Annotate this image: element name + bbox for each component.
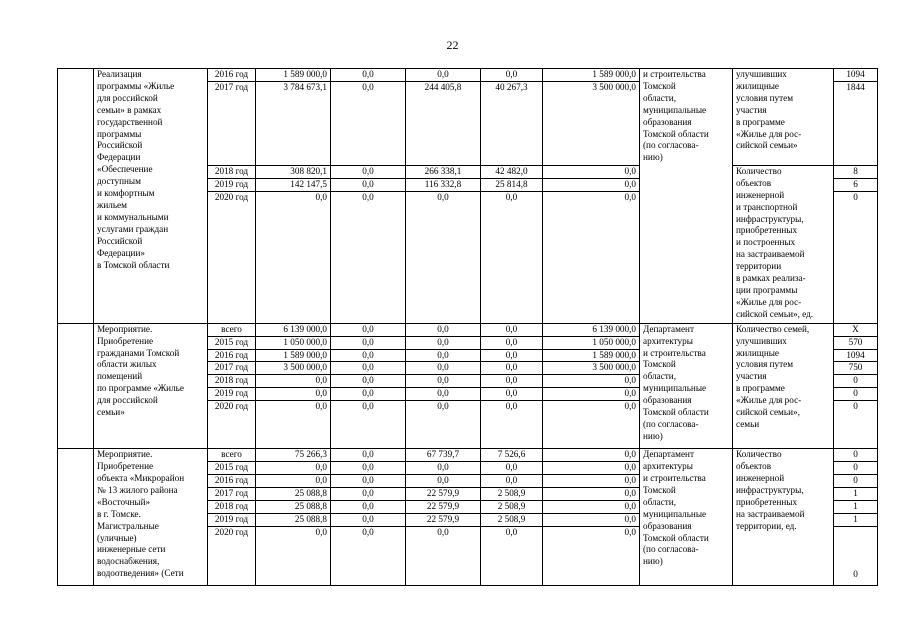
municipal-cell: 0,0 [481,474,543,487]
program-table [57,68,878,586]
indicator-cell: Количество семей, улучшивших жилищные условия путем участия в программе «Жилье для рос- сийской семьи», семьи [733,323,834,448]
extrabudget-cell: 0,0 [543,165,640,178]
municipal-cell: 25 814,8 [481,178,543,191]
extrabudget-cell: 0,0 [543,526,640,585]
municipal-cell: 0,0 [481,69,543,82]
municipal-cell: 40 267,3 [481,81,543,165]
count-cell: 1844 [834,81,878,165]
extrabudget-cell: 0,0 [543,462,640,475]
total-cell: 1 589 000,0 [256,349,331,362]
activity-name: Мероприятие. Приобретение гражданами Томской области жилых помещений по программе «Жилье для российской семьи» [94,323,208,448]
federal-cell: 0,0 [331,178,406,191]
municipal-cell: 0,0 [481,526,543,585]
extrabudget-cell: 0,0 [543,401,640,449]
number-cell [58,323,94,448]
year-cell: 2020 год [208,401,256,449]
year-cell: 2015 год [208,462,256,475]
total-cell: 0,0 [256,401,331,449]
executor-cell: Департамент архитектуры и строительства Томской области, муниципальные образования Томской области (по согласова- нию) [640,449,733,585]
extrabudget-cell: 0,0 [543,388,640,401]
year-cell: всего [208,449,256,462]
federal-cell: 0,0 [331,375,406,388]
regional-cell: 22 579,9 [406,487,481,500]
extrabudget-cell: 0,0 [543,449,640,462]
year-cell: 2018 год [208,165,256,178]
total-cell: 0,0 [256,526,331,585]
regional-cell: 0,0 [406,462,481,475]
municipal-cell: 2 508,9 [481,513,543,526]
regional-cell: 0,0 [406,388,481,401]
federal-cell: 0,0 [331,500,406,513]
extrabudget-cell: 0,0 [543,500,640,513]
regional-cell: 0,0 [406,69,481,82]
count-cell: 0 [834,191,878,323]
page-number: 22 [446,38,459,52]
total-cell: 6 139 000,0 [256,323,331,336]
extrabudget-cell: 6 139 000,0 [543,323,640,336]
year-cell: 2019 год [208,513,256,526]
extrabudget-cell: 0,0 [543,375,640,388]
count-cell: 6 [834,178,878,191]
year-cell: 2019 год [208,178,256,191]
regional-cell: 0,0 [406,336,481,349]
federal-cell: 0,0 [331,513,406,526]
year-cell: 2017 год [208,81,256,165]
year-cell: 2016 год [208,349,256,362]
extrabudget-cell: 0,0 [543,191,640,323]
federal-cell: 0,0 [331,191,406,323]
total-cell: 25 088,8 [256,513,331,526]
regional-cell: 116 332,8 [406,178,481,191]
regional-cell: 0,0 [406,375,481,388]
federal-cell: 0,0 [331,462,406,475]
regional-cell: 0,0 [406,526,481,585]
year-cell: 2018 год [208,500,256,513]
federal-cell: 0,0 [331,388,406,401]
year-cell: 2016 год [208,69,256,82]
extrabudget-cell: 0,0 [543,474,640,487]
executor-cell: Департамент архитектуры и строительства Томской области, муниципальные образования Томской области (по согласова- нию) [640,323,733,448]
total-cell: 3 784 673,1 [256,81,331,165]
federal-cell: 0,0 [331,349,406,362]
municipal-cell: 0,0 [481,349,543,362]
municipal-cell: 0,0 [481,336,543,349]
count-cell: 0 [834,474,878,487]
extrabudget-cell: 1 050 000,0 [543,336,640,349]
table-row [58,323,878,336]
extrabudget-cell: 0,0 [543,178,640,191]
total-cell: 308 820,1 [256,165,331,178]
federal-cell: 0,0 [331,449,406,462]
count-cell: 0 [834,401,878,449]
total-cell: 0,0 [256,462,331,475]
count-cell: 0 [834,526,878,585]
municipal-cell: 0,0 [481,401,543,449]
total-cell: 25 088,8 [256,487,331,500]
total-cell: 0,0 [256,375,331,388]
regional-cell: 0,0 [406,191,481,323]
federal-cell: 0,0 [331,336,406,349]
table-row [58,69,878,82]
year-cell: 2020 год [208,191,256,323]
federal-cell: 0,0 [331,69,406,82]
year-cell: 2020 год [208,526,256,585]
total-cell: 0,0 [256,388,331,401]
municipal-cell: 0,0 [481,388,543,401]
federal-cell: 0,0 [331,487,406,500]
total-cell: 25 088,8 [256,500,331,513]
count-cell: 570 [834,336,878,349]
count-cell: 0 [834,375,878,388]
executor-cell: и строительства Томской области, муниципальные образования Томской области (по согласова- нию) [640,69,733,324]
extrabudget-cell: 0,0 [543,487,640,500]
count-cell: 0 [834,388,878,401]
extrabudget-cell: 3 500 000,0 [543,81,640,165]
number-cell [58,69,94,324]
extrabudget-cell: 3 500 000,0 [543,362,640,375]
total-cell: 1 589 000,0 [256,69,331,82]
count-cell: 750 [834,362,878,375]
total-cell: 1 050 000,0 [256,336,331,349]
regional-cell: 0,0 [406,349,481,362]
total-cell: 0,0 [256,474,331,487]
municipal-cell: 42 482,0 [481,165,543,178]
regional-cell: 244 405,8 [406,81,481,165]
number-cell [58,449,94,585]
total-cell: 0,0 [256,191,331,323]
total-cell: 142 147,5 [256,178,331,191]
year-cell: 2017 год [208,362,256,375]
municipal-cell: 2 508,9 [481,500,543,513]
regional-cell: 0,0 [406,362,481,375]
year-cell: 2018 год [208,375,256,388]
count-cell: 1 [834,487,878,500]
federal-cell: 0,0 [331,81,406,165]
municipal-cell: 7 526,6 [481,449,543,462]
count-cell: 1094 [834,349,878,362]
federal-cell: 0,0 [331,165,406,178]
regional-cell: 0,0 [406,474,481,487]
municipal-cell: 0,0 [481,362,543,375]
total-cell: 3 500 000,0 [256,362,331,375]
federal-cell: 0,0 [331,526,406,585]
year-cell: 2015 год [208,336,256,349]
municipal-cell: 0,0 [481,191,543,323]
activity-name: Реализация программы «Жилье для российской семьи» в рамках государственной программы Российской Федерации «Обеспечение доступным и комфортным жильем и коммунальными услугами граждан Российской Федерации» в Томской области [94,69,208,324]
year-cell: 2017 год [208,487,256,500]
table-row [58,449,878,462]
activity-name: Мероприятие. Приобретение объекта «Микрорайон № 13 жилого района «Восточный» в г. Томске. Магистральные (уличные) инженерные сети водоснабжения, водоотведения» (Сети [94,449,208,585]
regional-cell: 22 579,9 [406,500,481,513]
count-cell: 0 [834,462,878,475]
municipal-cell: 0,0 [481,323,543,336]
federal-cell: 0,0 [331,323,406,336]
count-cell: 1094 [834,69,878,82]
extrabudget-cell: 1 589 000,0 [543,349,640,362]
regional-cell: 0,0 [406,323,481,336]
regional-cell: 266 338,1 [406,165,481,178]
count-cell: 0 [834,449,878,462]
total-cell: 75 266,3 [256,449,331,462]
year-cell: 2019 год [208,388,256,401]
count-cell: 8 [834,165,878,178]
year-cell: всего [208,323,256,336]
regional-cell: 0,0 [406,401,481,449]
indicator-cell: улучшивших жилищные условия путем участия в программе «Жилье для рос- сийской семьи» [733,69,834,166]
extrabudget-cell: 1 589 000,0 [543,69,640,82]
federal-cell: 0,0 [331,401,406,449]
municipal-cell: 0,0 [481,375,543,388]
indicator-cell: Количество объектов инженерной инфраструктуры, приобретенных на застраиваемой территории, ед. [733,449,834,585]
count-cell: 1 [834,513,878,526]
federal-cell: 0,0 [331,362,406,375]
count-cell: 1 [834,500,878,513]
year-cell: 2016 год [208,474,256,487]
federal-cell: 0,0 [331,474,406,487]
regional-cell: 67 739,7 [406,449,481,462]
municipal-cell: 0,0 [481,462,543,475]
extrabudget-cell: 0,0 [543,513,640,526]
indicator-cell: Количество объектов инженерной и транспортной инфраструктуры, приобретенных и построенных на застраиваемой территории в рамках реализа- ции программы «Жилье для рос- сийской семьи», ед. [733,165,834,323]
municipal-cell: 2 508,9 [481,487,543,500]
regional-cell: 22 579,9 [406,513,481,526]
count-cell: X [834,323,878,336]
